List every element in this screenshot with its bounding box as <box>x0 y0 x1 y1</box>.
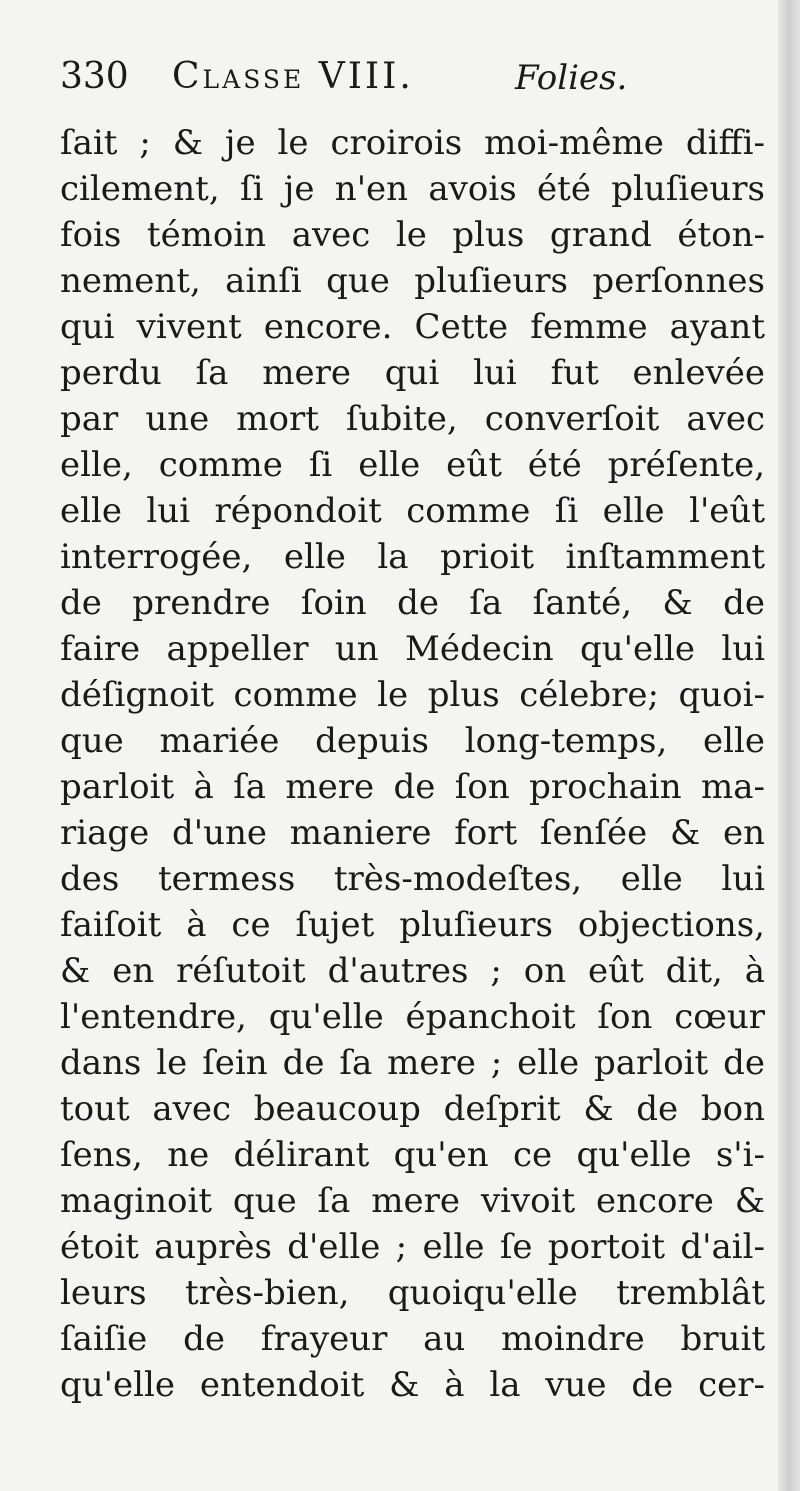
text-line: déſignoit comme le plus célebre; quoi- <box>60 675 765 715</box>
text-line: qui vivent encore. Cette femme ayant <box>60 307 765 347</box>
text-line: que mariée depuis long-temps, elle <box>60 721 765 761</box>
text-line: nement, ainſi que pluſieurs perſonnes <box>60 261 765 301</box>
text-line: elle lui répondoit comme ſi elle l'eût <box>60 491 765 531</box>
text-line: perdu ſa mere qui lui fut enlevée <box>60 353 765 393</box>
text-line: ſaiſie de frayeur au moindre bruit <box>60 1319 765 1359</box>
text-line: maginoit que ſa mere vivoit encore & <box>60 1181 765 1221</box>
text-line: fois témoin avec le plus grand éton- <box>60 215 765 255</box>
page-header <box>60 52 760 112</box>
running-head: Classe VIII. <box>172 56 414 97</box>
text-line: qu'elle entendoit & à la vue de cer- <box>60 1365 765 1405</box>
text-line: tout avec beaucoup deſprit & de bon <box>60 1089 765 1129</box>
text-line: faiſoit à ce ſujet pluſieurs objections, <box>60 905 765 945</box>
text-line: riage d'une maniere fort ſenſée & en <box>60 813 765 853</box>
text-line: dans le ſein de ſa mere ; elle parloit de <box>60 1043 765 1083</box>
running-head-section: Folies. <box>515 58 628 98</box>
text-line: & en réſutoit d'autres ; on eût dit, à <box>60 951 765 991</box>
text-line: elle, comme ſi elle eût été préſente, <box>60 445 765 485</box>
text-line: l'entendre, qu'elle épanchoit ſon cœur <box>60 997 765 1037</box>
text-line: interrogée, elle la prioit inſtamment <box>60 537 765 577</box>
body-text <box>60 120 765 1408</box>
text-line: par une mort ſubite, converſoit avec <box>60 399 765 439</box>
text-line: des termess très-modeſtes, elle lui <box>60 859 765 899</box>
page-gutter <box>778 0 800 1491</box>
text-line: de prendre ſoin de ſa ſanté, & de <box>60 583 765 623</box>
text-line: parloit à ſa mere de ſon prochain ma- <box>60 767 765 807</box>
text-line: étoit auprès d'elle ; elle ſe portoit d'ail- <box>60 1227 765 1267</box>
text-line: ſens, ne délirant qu'en ce qu'elle s'i- <box>60 1135 765 1175</box>
text-line: cilement, ſi je n'en avois été pluſieurs <box>60 169 765 209</box>
text-line: leurs très-bien, quoiqu'elle tremblât <box>60 1273 765 1313</box>
text-line: faire appeller un Médecin qu'elle lui <box>60 629 765 669</box>
page-number: 330 <box>60 56 129 97</box>
text-line: ſait ; & je le croirois moi-même diffi- <box>60 123 765 163</box>
